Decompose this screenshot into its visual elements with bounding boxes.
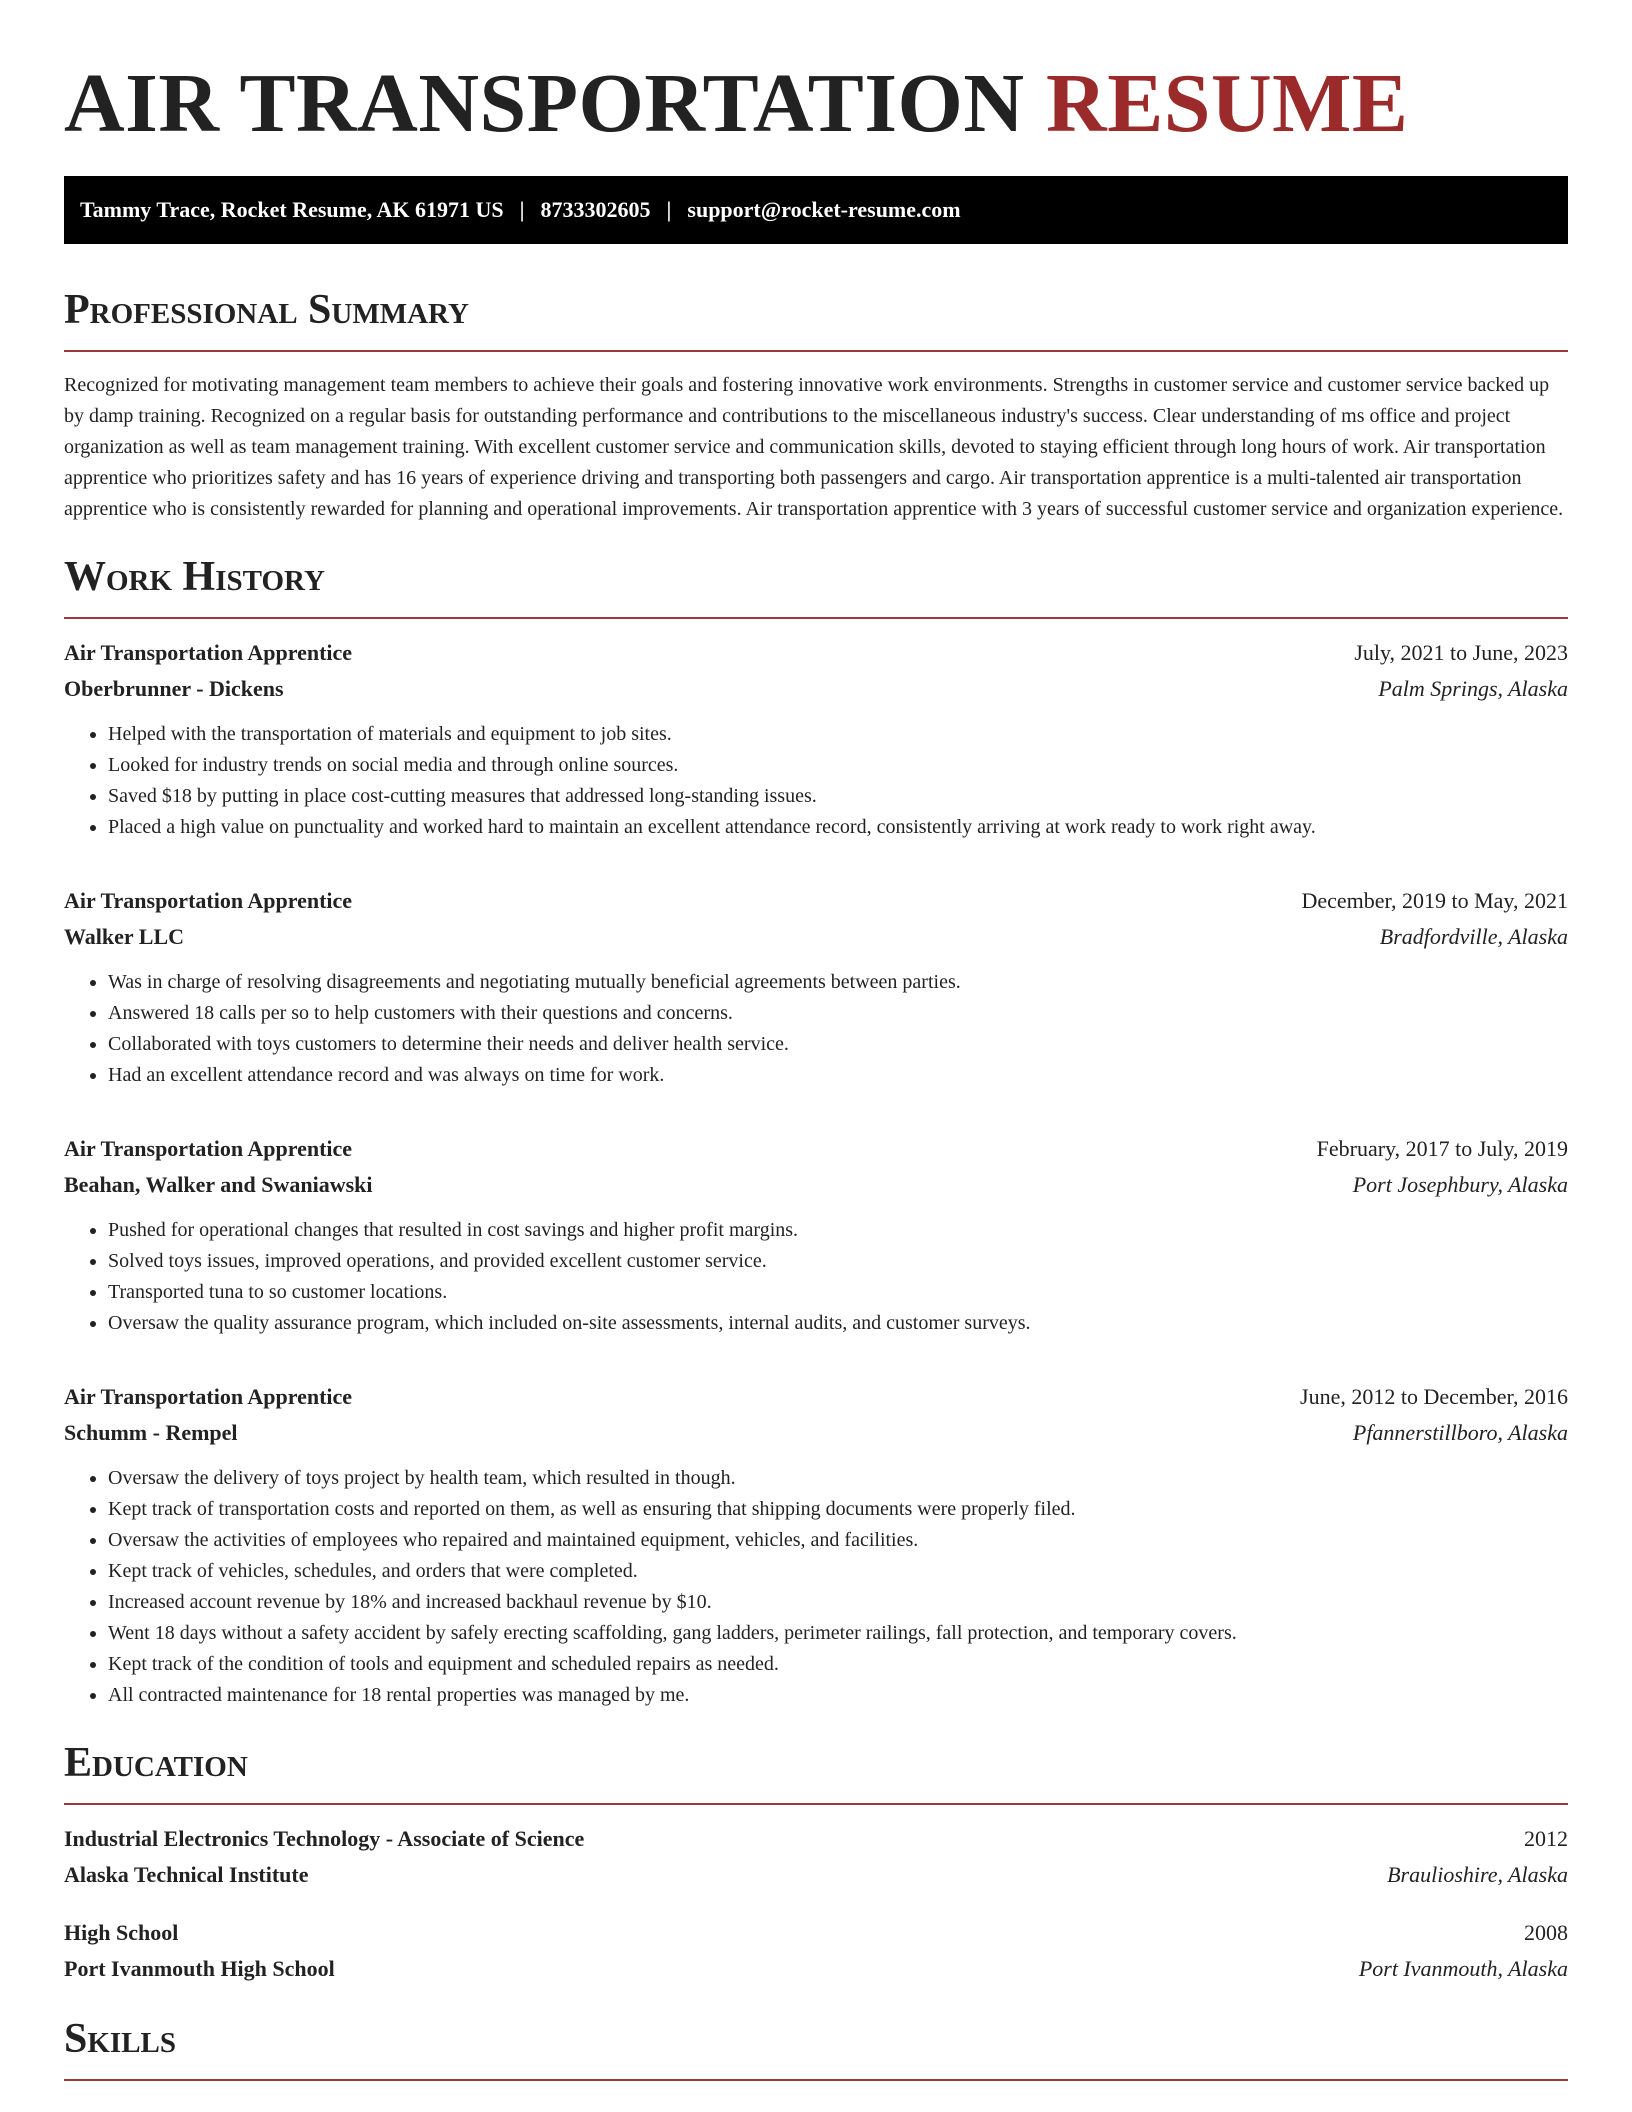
contact-address: Tammy Trace, Rocket Resume, AK 61971 US [80, 197, 504, 222]
job-bullet: • Kept track of vehicles, schedules, and orders that were completed. [108, 1556, 1568, 1587]
education-school: Port Ivanmouth High School [64, 1956, 335, 1981]
education-section [64, 1737, 1568, 1987]
job-bullet: • Oversaw the activities of employees who repaired and maintained equipment, vehicles, and facilities. [108, 1525, 1568, 1556]
work-history-heading: Work History [64, 554, 325, 600]
job-bullet: • Oversaw the quality assurance program, which included on-site assessments, internal audits, and customer surveys. [108, 1308, 1568, 1339]
section-divider [64, 2079, 1568, 2081]
education-year: 2008 [1524, 1920, 1568, 1945]
education-list [64, 1821, 1568, 1987]
education-degree: High School [64, 1920, 179, 1945]
job-bullet: • Looked for industry trends on social media and through online sources. [108, 750, 1568, 781]
title-main: AIR TRANSPORTATION [64, 57, 1025, 150]
job-bullet: • Oversaw the delivery of toys project by health team, which resulted in though. [108, 1463, 1568, 1494]
job-bullet: • Went 18 days without a safety accident by safely erecting scaffolding, gang ladders, perimeter railings, fall protection, and temporary covers. [108, 1618, 1568, 1649]
section-divider [64, 350, 1568, 352]
education-heading: Education [64, 1740, 248, 1786]
contact-bar [64, 176, 1568, 244]
education-degree: Industrial Electronics Technology - Associate of Science [64, 1826, 585, 1851]
job-company: Beahan, Walker and Swaniawski [64, 1172, 373, 1197]
job-bullet: • Collaborated with toys customers to determine their needs and deliver health service. [108, 1029, 1568, 1060]
contact-phone: 8733302605 [540, 197, 651, 222]
education-entry [64, 1915, 1568, 1987]
job-bullet: • Transported tuna to so customer locations. [108, 1277, 1568, 1308]
title-accent: RESUME [1046, 57, 1409, 150]
job-entry [64, 1379, 1568, 1711]
job-dates: June, 2012 to December, 2016 [1300, 1384, 1568, 1409]
job-title: Air Transportation Apprentice [64, 888, 353, 913]
job-location: Pfannerstillboro, Alaska [1352, 1420, 1568, 1445]
job-dates: February, 2017 to July, 2019 [1316, 1136, 1568, 1161]
job-company: Oberbrunner - Dickens [64, 676, 284, 701]
contact-separator: | [519, 197, 525, 222]
job-company: Schumm - Rempel [64, 1420, 238, 1445]
job-title: Air Transportation Apprentice [64, 1384, 353, 1409]
education-year: 2012 [1524, 1826, 1568, 1851]
job-title: Air Transportation Apprentice [64, 1136, 353, 1161]
job-location: Port Josephbury, Alaska [1352, 1172, 1568, 1197]
education-location: Port Ivanmouth, Alaska [1358, 1956, 1568, 1981]
summary-text: Recognized for motivating management team members to achieve their goals and fostering innovative work environments. Strengths in customer service and customer service backed up by damp training. Recognized on a regular basis for outstanding performance and contributions to the miscellaneous industry's success. Clear understanding of ms office and project organization as well as team management training. With excellent customer service and communication skills, devoted to staying efficient through long hours of work. Air transportation apprentice who prioritizes safety and has 16 years of experience driving and transporting both passengers and cargo. Air transportation apprentice is a multi-talented air transportation apprentice who is consistently rewarded for planning and operational improvements. Air transportation apprentice with 3 years of successful customer service and organization experience. [64, 374, 1564, 520]
job-bullets [64, 1463, 1568, 1711]
document-title [64, 0, 1568, 150]
skills-heading: Skills [64, 2016, 177, 2062]
summary-section [64, 284, 1568, 525]
section-divider [64, 617, 1568, 619]
skills-section [64, 2013, 1568, 2081]
job-bullets [64, 719, 1568, 843]
job-entry [64, 1131, 1568, 1339]
contact-email: support@rocket-resume.com [687, 197, 961, 222]
job-bullet: • Placed a high value on punctuality and worked hard to maintain an excellent attendance record, consistently arriving at work ready to work right away. [108, 812, 1568, 843]
education-entry [64, 1821, 1568, 1893]
job-bullet: • Answered 18 calls per so to help customers with their questions and concerns. [108, 998, 1568, 1029]
job-bullet: • Helped with the transportation of materials and equipment to job sites. [108, 719, 1568, 750]
job-bullet: • Pushed for operational changes that resulted in cost savings and higher profit margins. [108, 1215, 1568, 1246]
job-bullets [64, 1215, 1568, 1339]
job-entry [64, 883, 1568, 1091]
job-bullet: • Had an excellent attendance record and was always on time for work. [108, 1060, 1568, 1091]
job-company: Walker LLC [64, 924, 185, 949]
job-dates: July, 2021 to June, 2023 [1354, 640, 1568, 665]
job-bullet: • Increased account revenue by 18% and increased backhaul revenue by $10. [108, 1587, 1568, 1618]
summary-heading: Professional Summary [64, 287, 469, 333]
section-divider [64, 1803, 1568, 1805]
job-bullet: • Saved $18 by putting in place cost-cutting measures that addressed long-standing issues. [108, 781, 1568, 812]
job-list [64, 635, 1568, 1711]
job-bullet: • Solved toys issues, improved operations, and provided excellent customer service. [108, 1246, 1568, 1277]
job-location: Bradfordville, Alaska [1379, 924, 1568, 949]
job-bullet: • All contracted maintenance for 18 rental properties was managed by me. [108, 1680, 1568, 1711]
contact-separator: | [666, 197, 672, 222]
job-bullet: • Was in charge of resolving disagreements and negotiating mutually beneficial agreements between parties. [108, 967, 1568, 998]
education-school: Alaska Technical Institute [64, 1862, 309, 1887]
job-location: Palm Springs, Alaska [1378, 676, 1568, 701]
education-location: Braulioshire, Alaska [1387, 1862, 1568, 1887]
job-bullets [64, 967, 1568, 1091]
job-bullet: • Kept track of the condition of tools and equipment and scheduled repairs as needed. [108, 1649, 1568, 1680]
job-bullet: • Kept track of transportation costs and reported on them, as well as ensuring that shipping documents were properly filed. [108, 1494, 1568, 1525]
job-title: Air Transportation Apprentice [64, 640, 353, 665]
work-history-section [64, 551, 1568, 1711]
job-entry [64, 635, 1568, 843]
job-dates: December, 2019 to May, 2021 [1301, 888, 1568, 913]
